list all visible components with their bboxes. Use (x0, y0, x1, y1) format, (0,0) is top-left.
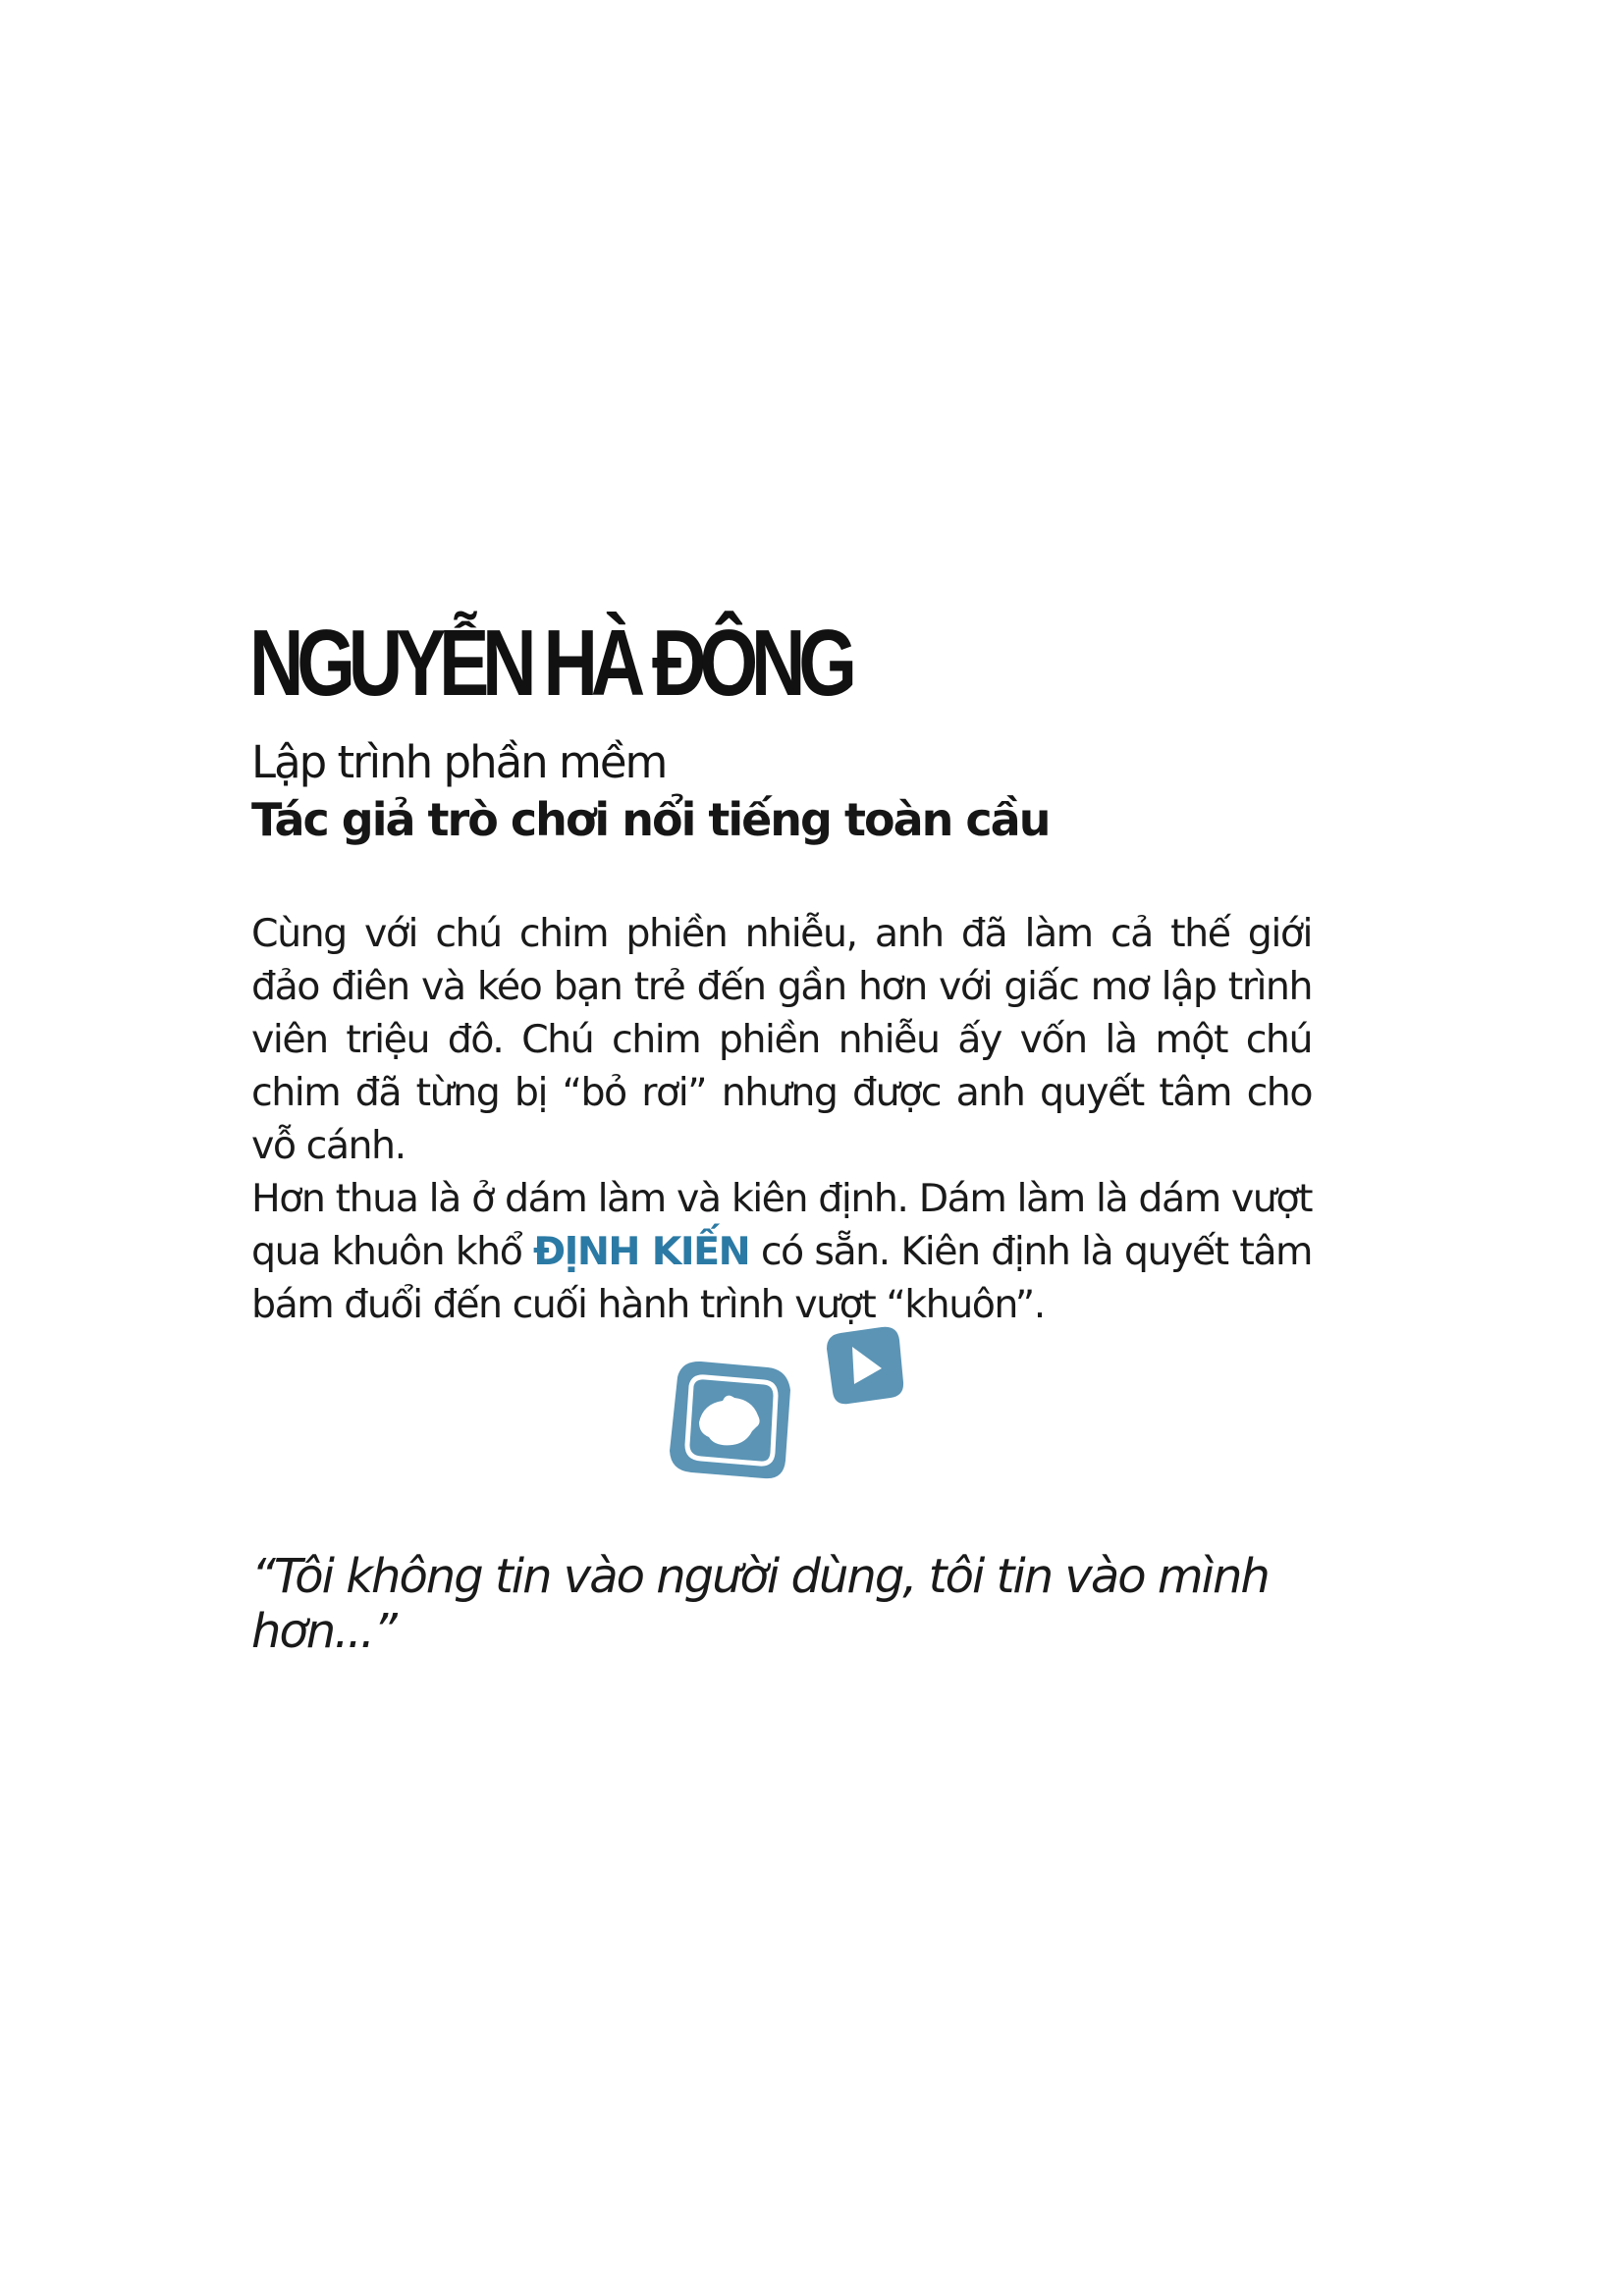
person-tagline: Tác giả trò chơi nổi tiếng toàn cầu (251, 793, 1050, 846)
highlight-keyword: ĐỊNH KIẾN (533, 1229, 750, 1274)
paragraph-2-text-start: Hơn thua là ở dám làm và kiên định. Dám làm là dám vượt qua khuôn khổ (251, 1176, 1312, 1274)
app-icons-illustration (656, 1325, 950, 1522)
biography-paragraph-1: Cùng với chú chim phiền nhiễu, anh đã làm cả thế giới đảo điên và kéo bạn trẻ đến gần hơn với giấc mơ lập trình viên triệu đô. Chú chim phiền nhiễu ấy vốn là một chú chim đã từng bị “bỏ rơi” nhưng được anh quyết tâm cho vỗ cánh. (251, 911, 1312, 1168)
person-name: NGUYỄN HÀ ĐÔNG (249, 611, 850, 716)
biography (251, 907, 1312, 1331)
bird-app-icon (670, 1362, 790, 1478)
person-role: Lập trình phần mềm (251, 736, 667, 788)
biography-paragraph-2 (251, 1172, 1312, 1331)
paragraph-2-text-end: có sẵn. Kiên định là quyết tâm bám đuổi đến cuối hành trình vượt “khuôn”. (251, 1229, 1313, 1327)
play-icon (827, 1327, 903, 1404)
quote: “Tôi không tin vào người dùng, tôi tin vào mình hơn...” (251, 1549, 1269, 1659)
